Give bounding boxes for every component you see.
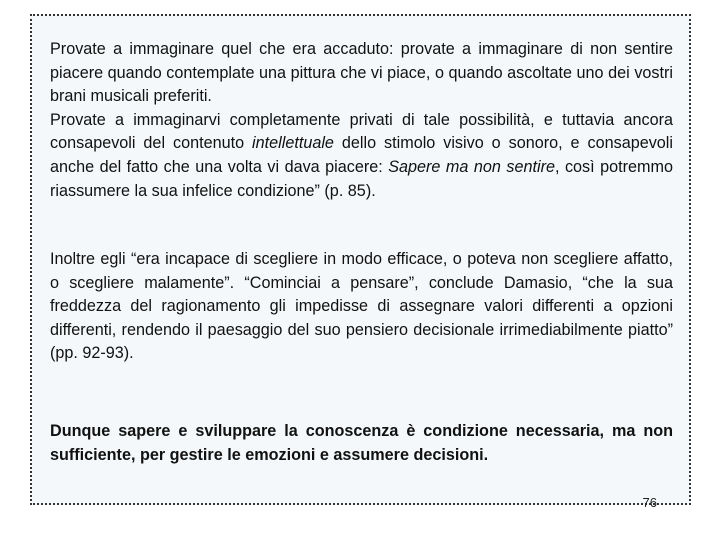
- page-number: 76: [642, 495, 657, 510]
- slide-frame: [30, 14, 691, 510]
- paragraph-1-part-4: , così potremmo riassumere la sua infelice condizione” (p. 85).: [50, 157, 673, 200]
- paragraph-1-part-1: Provate a immaginare quel che era accaduto: provate a immaginare di non sentire piacere quando contemplate una pittura che vi piace, o quando ascoltate uno dei vostri brani musicali preferiti.: [50, 40, 673, 106]
- paragraph-1-italic-2: Sapere ma non sentire: [388, 157, 555, 176]
- paragraph-2: Inoltre egli “era incapace di scegliere in modo efficace, o poteva non scegliere affatto, o scegliere malamente”. “Cominciai a pensare”, conclude Damasio, “che la sua freddezza del ragionamento gli impedisse di assegnare valori differenti a opzioni differenti, rendendo il paesaggio del suo pensiero decisionale irrimediabilmente piatto” (pp. 92-93).: [50, 250, 673, 363]
- paragraph-1-part-3: dello stimolo visivo o sonoro, e consapevoli anche del fatto che una volta vi dava piacere:: [50, 134, 673, 176]
- paragraph-3-conclusion: Dunque sapere e sviluppare la conoscenza è condizione necessaria, ma non sufficiente, per gestire le emozioni e assumere decisioni.: [50, 422, 673, 464]
- paragraph-1: [50, 38, 673, 203]
- paragraph-1-italic-1: intellettuale: [252, 134, 334, 153]
- paragraph-1-part-2: Provate a immaginarvi completamente privati di tale possibilità, e tuttavia ancora consapevoli del contenuto: [50, 110, 673, 153]
